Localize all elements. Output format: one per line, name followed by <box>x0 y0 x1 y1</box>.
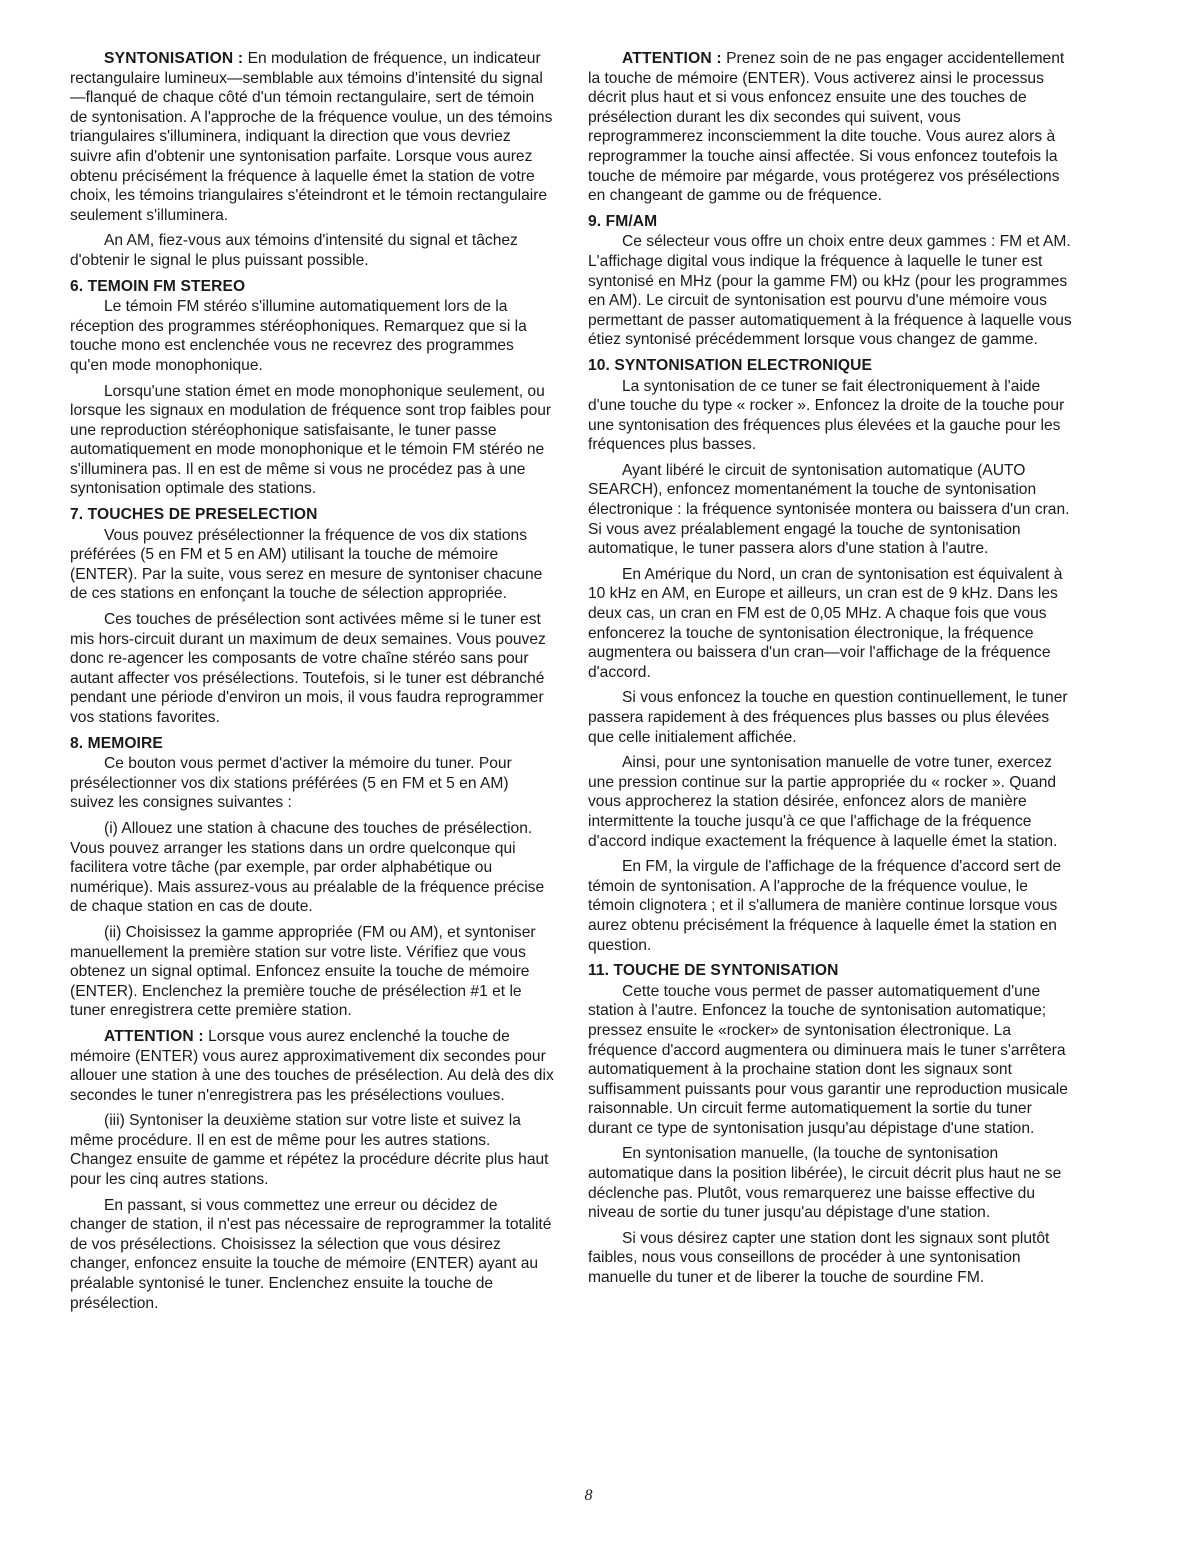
left-column <box>70 49 554 1319</box>
paragraph-10e: Ainsi, pour une syntonisation manuelle de votre tuner, exercez une pression continue sur la partie appropriée du « rocker ». Quand vous approcherez la station désirée, enfoncez alors de manière intermittente la touche jusqu'à ce que l'affichage de la fréquence d'accord indique exactement la fréquence à laquelle émet la station. <box>588 754 1058 850</box>
paragraph-10b: Ayant libéré le circuit de syntonisation automatique (AUTO SEARCH), enfoncez momentanément la touche de syntonisation électronique : la fréquence syntonisée montera ou baissera d'un cran. Si vous avez préalablement engagé la touche de syntonisation automatique, le tuner passera alors d'une station à l'autre. <box>588 461 1070 558</box>
paragraph-7b: Ces touches de présélection sont activées même si le tuner est mis hors-circuit durant un maximum de deux semaines. Vous pouvez donc re-agencer les composants de votre chaîne stéréo sans pour autant affecter vos présélections. Toutefois, si le tuner est débranché pendant une période d'environ un mois, il vous faudra reprogrammer vos stations favorites. <box>70 611 546 726</box>
paragraph-9: Ce sélecteur vous offre un choix entre deux gammes : FM et AM. L'affichage digital vous indique la fréquence à laquelle le tuner est syntonisé en MHz (pour la gamme FM) ou kHz (pour les programmes en AM). Le circuit de syntonisation est pourvu d'une mémoire vous permettant de passer automatiquement à la fréquence à laquelle vous étiez syntonisé précédemment lorsque vous changez de gamme. <box>588 233 1072 349</box>
lead-attention: ATTENTION : <box>104 1027 204 1045</box>
paragraph-8f: En passant, si vous commettez une erreur ou décidez de changer de station, il n'est pas nécessaire de reprogrammer la totalité de vos présélections. Choisissez la sélection que vous désirez changer, enfoncez ensuite la touche de mémoire (ENTER) ayant au préalable syntonisé le tuner. Enclenchez ensuite la touche de présélection. <box>70 1196 552 1312</box>
paragraph-11a: Cette touche vous permet de passer automatiquement d'une station à l'autre. Enfoncez la touche de syntonisation automatique; pressez ensuite le «rocker» de syntonisation électronique. La fréquence d'accord augmentera ou diminuera mais le tuner s'arrêtera automatiquement à la prochaine station dont les signaux sont suffisamment puissants pour vous garantir une reproduction musicale raisonnable. Un circuit ferme automatiquement la sortie du tuner durant ce type de syntonisation jusqu'au dépistage d'une station. <box>588 982 1068 1137</box>
heading-10: 10. SYNTONISATION ELECTRONIQUE <box>588 356 873 374</box>
paragraph-6a: Le témoin FM stéréo s'illumine automatiquement lors de la réception des programmes stéréophoniques. Remarquez que si la touche mono est enclenchée vous ne recevrez des programmes qu'en mode monophonique. <box>70 298 527 374</box>
heading-11: 11. TOUCHE DE SYNTONISATION <box>588 962 839 980</box>
paragraph-attention-right <box>588 49 1074 206</box>
text-syntonisation: En modulation de fréquence, un indicateur rectangulaire lumineux—semblable aux témoins d'intensité du signal—flanqué de chaque côté d'un témoin rectangulaire, sert de témoin de syntonisation. A l'approche de la fréquence voulue, un des témoins triangulaires s'illuminera, indiquant la direction que vous devriez suivre afin d'obtenir une syntonisation parfaite. Lorsque vous aurez obtenu précisément la fréquence à laquelle émet la station de votre choix, les témoins triangulaires s'éteindront et le témoin rectangulaire seulement s'illuminera. <box>70 50 553 224</box>
paragraph-10c: En Amérique du Nord, un cran de syntonisation est équivalent à 10 kHz en AM, en Europe et ailleurs, un cran est de 9 kHz. Dans les deux cas, un cran en FM est de 0,05 MHz. A chaque fois que vous enfoncerez la touche de syntonisation électronique, la fréquence augmentera ou baissera d'un cran—voir l'affichage de la fréquence d'accord. <box>588 565 1063 681</box>
paragraph-8a: Ce bouton vous permet d'activer la mémoire du tuner. Pour présélectionner vos dix stations préférées (5 en FM et 5 en AM) suivez les consignes suivantes : <box>70 755 512 812</box>
heading-9: 9. FM/AM <box>588 212 658 230</box>
paragraph-syntonisation <box>70 49 554 225</box>
heading-8: 8. MEMOIRE <box>70 734 163 752</box>
page-number: 8 <box>584 1487 593 1504</box>
paragraph-11b: En syntonisation manuelle, (la touche de syntonisation automatique dans la position libérée), le circuit décrit plus haut ne se déclenche pas. Plutôt, vous remarquerez une baisse effective du niveau de sortie du tuner jusqu'au dépistage d'une station. <box>588 1145 1062 1222</box>
lead-syntonisation: SYNTONISATION : <box>104 50 244 67</box>
heading-6: 6. TEMOIN FM STEREO <box>70 277 246 295</box>
right-column <box>588 49 1074 1294</box>
paragraph-8e: (iii) Syntoniser la deuxième station sur votre liste et suivez la même procédure. Il en est de même pour les autres stations. Changez ensuite de gamme et répétez la procédure décrite plus haut pour les cinq autres stations. <box>70 1112 549 1189</box>
paragraph-8c: (ii) Choisissez la gamme appropriée (FM ou AM), et syntoniser manuellement la première station sur votre liste. Vérifiez que vous obtenez un signal optimal. Enfoncez ensuite la touche de mémoire (ENTER). Enclenchez la première touche de présélection #1 et le tuner enregistrera cette première station. <box>70 923 536 1020</box>
lead-attention-right: ATTENTION : <box>622 50 722 67</box>
paragraph-6b: Lorsqu'une station émet en mode monophonique seulement, ou lorsque les signaux en modulation de fréquence sont trop faibles pour une reproduction stéréophonique satisfaisante, le tuner passe automatiquement en mode monophonique et le témoin FM stéréo ne s'illuminera pas. Il en est de même si vous ne procédez pas à une syntonisation optimale des stations. <box>70 382 552 498</box>
paragraph-8b: (i) Allouez une station à chacune des touches de présélection. Vous pouvez arranger les stations dans un ordre quelconque qui facilitera votre tâche (par exemple, par order alphabétique ou numérique). Mais assurez-vous au préalable de la fréquence précise de chaque station en cas de doute. <box>70 819 545 916</box>
paragraph-8d <box>70 1027 554 1105</box>
paragraph-11c: Si vous désirez capter une station dont les signaux sont plutôt faibles, nous vous conseillons de procéder à une syntonisation manuelle du tuner et de liberer la touche de sourdine FM. <box>588 1229 1050 1287</box>
text-attention: Lorsque vous aurez enclenché la touche de mémoire (ENTER) vous aurez approximativement dix secondes pour allouer une station à une des touches de présélection. Au delà des dix secondes le tuner n'enregistrera pas les présélections voulues. <box>70 1027 554 1104</box>
text-attention-right: Prenez soin de ne pas engager accidentellement la touche de mémoire (ENTER). Vous activerez ainsi le processus décrit plus haut et si vous enfoncez ensuite une des touches de présélection durant les dix secondes qui suivent, vous reprogrammerez inconsciemment la dite touche. Vous aurez alors à reprogrammer la touche ainsi affectée. Si vous enfoncez toutefois la touche de mémoire par mégarde, vous protégerez vos présélections en changeant de gamme ou de fréquence. <box>588 50 1065 205</box>
paragraph-10d: Si vous enfoncez la touche en question continuellement, le tuner passera rapidement à des fréquences plus basses ou plus élevées que celle initialement affichée. <box>588 689 1068 746</box>
paragraph-am: An AM, fiez-vous aux témoins d'intensité du signal et tâchez d'obtenir le signal le plus puissant possible. <box>70 232 518 269</box>
paragraph-10f: En FM, la virgule de l'affichage de la fréquence d'accord sert de témoin de syntonisation. A l'approche de la fréquence voulue, le témoin clignotera ; et il s'allumera de manière continue lorsque vous aurez obtenu précisément la fréquence à laquelle émet la station en question. <box>588 858 1062 954</box>
paragraph-7a: Vous pouvez présélectionner la fréquence de vos dix stations préférées (5 en FM et 5 en AM) utilisant la touche de mémoire (ENTER). Par la suite, vous serez en mesure de syntoniser chacune de ces stations en enfonçant la touche de sélection appropriée. <box>70 526 543 603</box>
heading-7: 7. TOUCHES DE PRESELECTION <box>70 506 318 524</box>
paragraph-10a: La syntonisation de ce tuner se fait électroniquement à l'aide d'une touche du type « rocker ». Enfoncez la droite de la touche pour une syntonisation des fréquences plus élevées et la gauche pour les fréquences plus basses. <box>588 377 1065 454</box>
